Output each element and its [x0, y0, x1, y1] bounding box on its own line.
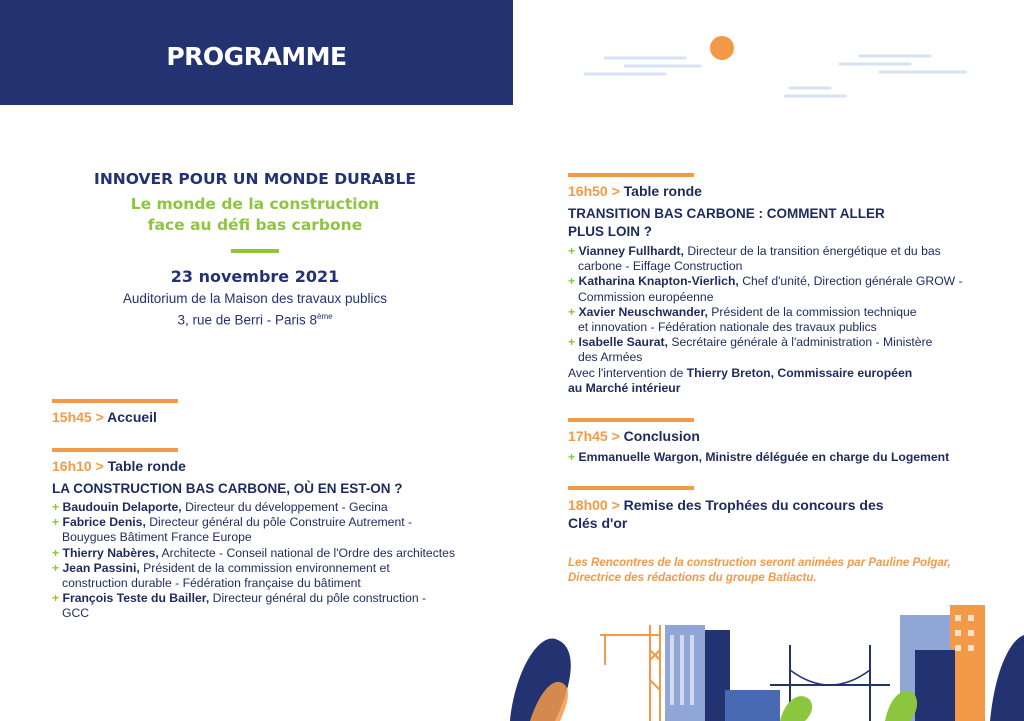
city-illustration [510, 590, 1024, 721]
orange-divider [568, 173, 694, 177]
speaker-list [568, 450, 988, 465]
session-table-ronde-1 [52, 458, 186, 474]
venue-sup: ème [317, 312, 333, 321]
speaker-role: Architecte - Conseil national de l'Ordre des architectes [161, 545, 456, 560]
session-time: 17h45 > [568, 428, 620, 444]
building-icon [915, 650, 955, 721]
orange-divider [52, 448, 178, 452]
session-title-line: TRANSITION BAS CARBONE : COMMENT ALLER [568, 206, 885, 221]
speaker-role: Directeur général du pôle Construire Autrement - [149, 515, 413, 530]
session-time: 15h45 > [52, 409, 104, 425]
speaker-item [568, 244, 988, 274]
speaker-role: des Armées [578, 350, 643, 365]
building-icon [725, 690, 780, 721]
speaker-name: Xavier Neuschwander, [578, 304, 708, 319]
speaker-item [52, 500, 472, 515]
leaf-icon [990, 635, 1024, 721]
venue-line: Auditorium de la Maison des travaux publics [122, 291, 388, 306]
speaker-item [52, 515, 472, 545]
speaker-item [568, 335, 988, 365]
session-time: 18h00 > [568, 497, 620, 513]
orange-divider [568, 486, 694, 490]
intervention-name: Thierry Breton, Commissaire européen [686, 365, 913, 380]
speaker-role: et innovation - Fédération nationale des travaux publics [578, 320, 877, 335]
speaker-item [568, 450, 988, 465]
event-subtitle [40, 194, 470, 236]
plus-icon: + [568, 304, 576, 319]
speaker-name: Baudouin Delaporte, [62, 500, 182, 514]
window-icon [670, 635, 694, 705]
venue-line [40, 308, 470, 330]
speaker-list [568, 244, 988, 396]
speaker-name: Jean Passini, [62, 560, 140, 575]
session-title [568, 205, 885, 241]
speaker-role: Directeur du développement - Gecina [185, 500, 388, 514]
speaker-role: Directeur de la transition énergétique et du bas [687, 244, 941, 258]
sun-icon [710, 36, 734, 60]
plus-icon: + [568, 244, 576, 258]
event-subtitle-line: face au défi bas carbone [147, 216, 363, 234]
event-heading: INNOVER POUR UN MONDE DURABLE [94, 170, 416, 188]
speaker-role: Bouygues Bâtiment France Europe [62, 530, 252, 545]
speaker-role: Secrétaire générale à l'administration - Ministère [671, 335, 933, 350]
plus-icon: + [52, 515, 60, 530]
plus-icon: + [568, 274, 576, 289]
sky-illustration [560, 20, 1000, 120]
speaker-item [568, 305, 988, 335]
speaker-role: Président de la commission environnement et [143, 560, 390, 575]
intervention-line [568, 366, 988, 396]
session-table-ronde-2 [568, 183, 702, 199]
session-time: 16h50 > [568, 183, 620, 199]
speaker-list [52, 500, 472, 622]
session-conclusion [568, 428, 700, 444]
speaker-item [52, 546, 472, 561]
session-label: Conclusion [623, 428, 700, 444]
note-line: Les Rencontres de la construction seront animées par Pauline Polgar, [568, 557, 951, 569]
orange-divider [52, 399, 178, 403]
header-banner [0, 0, 513, 105]
event-date: 23 novembre 2021 [170, 267, 340, 286]
speaker-role: construction durable - Fédération française du bâtiment [62, 576, 361, 591]
plus-icon: + [568, 335, 576, 350]
speaker-name: Fabrice Denis, [62, 515, 146, 530]
speaker-name: Emmanuelle Wargon, Ministre déléguée en charge du Logement [578, 450, 950, 464]
session-title-line: PLUS LOIN ? [568, 224, 652, 239]
leaf-icon [885, 691, 917, 721]
session-label: Table ronde [107, 458, 186, 474]
intervention-name: au Marché intérieur [568, 380, 681, 395]
moderator-note [568, 556, 988, 586]
speaker-name: Thierry Nabères, [62, 545, 159, 560]
event-intro [40, 170, 470, 330]
plus-icon: + [52, 545, 60, 560]
speaker-item [568, 274, 988, 304]
plus-icon: + [52, 591, 60, 606]
speaker-role: Chef d'unité, Direction générale GROW - [742, 274, 963, 289]
session-remise [568, 496, 884, 532]
cloud-icon [840, 56, 965, 72]
speaker-item [52, 591, 472, 621]
event-venue [40, 290, 470, 330]
building-icon [950, 605, 985, 721]
speaker-item [52, 561, 472, 591]
note-line: Directrice des rédactions du groupe Batiactu. [568, 572, 817, 584]
green-divider [231, 249, 279, 253]
event-subtitle-line: Le monde de la construction [130, 195, 380, 213]
orange-divider [568, 418, 694, 422]
crane-icon [600, 625, 660, 721]
speaker-role: carbone - Eiffage Construction [578, 259, 743, 274]
session-title: LA CONSTRUCTION BAS CARBONE, OÙ EN EST-ON ? [52, 481, 403, 496]
plus-icon: + [52, 560, 60, 575]
speaker-role: Président de la commission technique [711, 304, 917, 319]
speaker-name: Katharina Knapton-Vierlich, [578, 274, 739, 289]
speaker-name: Vianney Fullhardt, [578, 244, 684, 258]
intervention-prefix: Avec l'intervention de [568, 365, 687, 380]
plus-icon: + [52, 500, 60, 514]
session-time: 16h10 > [52, 458, 104, 474]
venue-address: 3, rue de Berri - Paris 8 [177, 312, 317, 328]
speaker-role: GCC [62, 606, 90, 621]
session-label: Accueil [107, 409, 157, 425]
session-line [568, 496, 884, 514]
bridge-icon [790, 670, 870, 685]
speaker-role: Commission européenne [578, 289, 714, 304]
session-line: Clés d'or [568, 515, 628, 531]
speaker-name: Isabelle Saurat, [578, 335, 668, 350]
leaf-icon [780, 696, 812, 721]
plus-icon: + [568, 450, 576, 464]
speaker-name: François Teste du Bailler, [62, 591, 210, 606]
speaker-role: Directeur général du pôle construction - [212, 591, 427, 606]
cloud-icon [585, 58, 700, 74]
session-label: Remise des Trophées du concours des [623, 497, 884, 513]
cloud-icon [785, 88, 845, 96]
session-accueil [52, 409, 157, 425]
session-label: Table ronde [623, 183, 702, 199]
page-title: PROGRAMME [166, 42, 347, 71]
